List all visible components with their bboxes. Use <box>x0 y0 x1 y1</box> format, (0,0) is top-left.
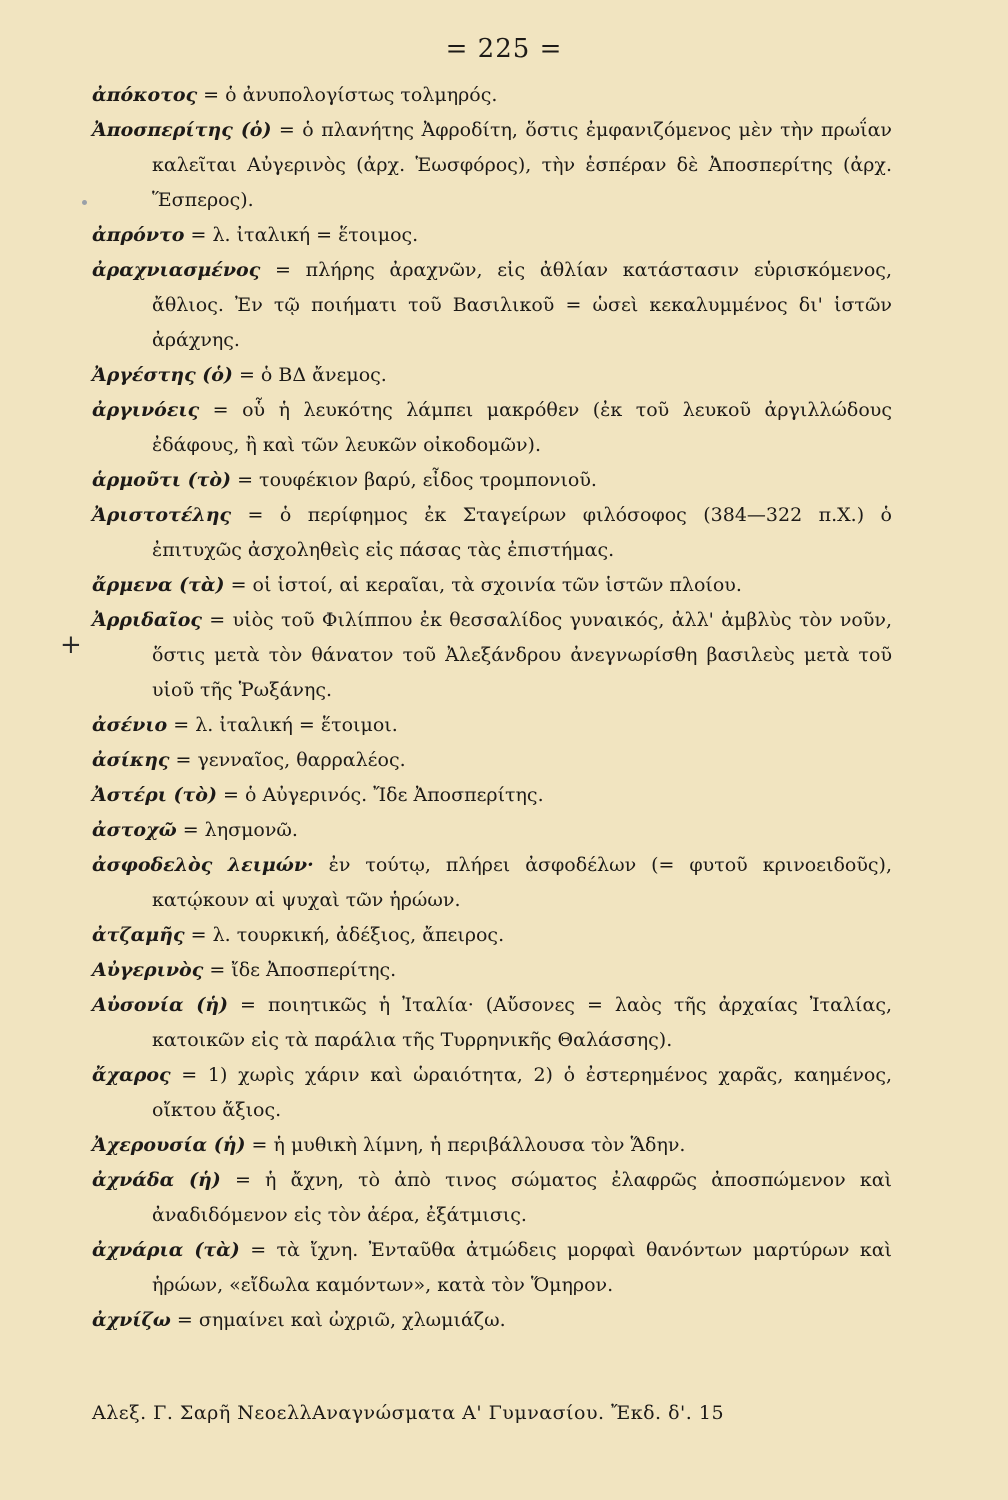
entry-definition: = οἱ ἱστοί, αἱ κεραῖαι, τὰ σχοινία τῶν ἱστῶν πλοίου. <box>224 574 742 596</box>
entry-headword: Αὐσονία (ἡ) <box>92 994 229 1016</box>
entry-headword: ἀχνάρια (τὰ) <box>92 1239 240 1261</box>
entry-headword: ἄρμενα (τὰ) <box>92 574 225 596</box>
entry-definition: = οὗ ἡ λευκότης λάμπει μακρόθεν (ἐκ τοῦ λευκοῦ ἀργιλλώδους ἐδάφους, ἢ καὶ τῶν λευκῶν οἰκοδομῶν). <box>152 399 892 456</box>
entry-headword: Ἀποσπερίτης (ὁ) <box>92 119 272 141</box>
entry-headword: Αὐγερινὸς <box>92 959 204 981</box>
entry-headword: ἀχνάδα (ἡ) <box>92 1169 221 1191</box>
entry-definition: = ἡ ἄχνη, τὸ ἀπὸ τινος σώματος ἐλαφρῶς ἀποσπώμενον καὶ ἀναδιδόμενον εἰς τὸν ἀέρα, ἐξάτμισις. <box>152 1169 892 1226</box>
entry-headword: ἀσίκης <box>92 749 170 771</box>
glossary-entry <box>92 1303 892 1338</box>
glossary-entry <box>92 848 892 918</box>
entry-definition: = λησμονῶ. <box>176 819 298 841</box>
glossary-entry <box>92 1163 892 1233</box>
entry-definition: = τουφέκιον βαρύ, εἶδος τρομπονιοῦ. <box>231 469 597 491</box>
glossary-entry <box>92 988 892 1058</box>
entry-definition: ἐν τούτῳ, πλήρει ἀσφοδέλων (= φυτοῦ κρινοειδοῦς), κατῴκουν αἱ ψυχαὶ τῶν ἡρώων. <box>152 854 892 911</box>
entry-definition: = υἱὸς τοῦ Φιλίππου ἐκ θεσσαλίδος γυναικός, ἀλλ' ἀμβλὺς τὸν νοῦν, ὅστις μετὰ τὸν θάνατον τοῦ Ἀλεξάνδρου ἀνεγνωρίσθη βασιλεὺς μετὰ τοῦ υἱοῦ τῆς Ῥωξάνης. <box>152 609 892 701</box>
entry-definition: = ὁ πλανήτης Ἀφροδίτη, ὅστις ἐμφανιζόμενος μὲν τὴν πρωΐαν καλεῖται Αὐγερινὸς (ἀρχ. Ἑωσφόρος), τὴν ἑσπέραν δὲ Ἀποσπερίτης (ἀρχ. Ἕσπερος). <box>152 119 892 211</box>
glossary-entry <box>92 358 892 393</box>
glossary-entry <box>92 813 892 848</box>
entry-headword: ἁρμοῦτι (τὸ) <box>92 469 232 491</box>
page-number: = 225 = <box>445 34 563 64</box>
entry-headword: ἀχνίζω <box>92 1309 171 1331</box>
glossary-entry <box>92 918 892 953</box>
entry-definition: = 1) χωρὶς χάριν καὶ ὡραιότητα, 2) ὁ ἐστερημένος χαρᾶς, καημένος, οἴκτου ἄξιος. <box>152 1064 892 1121</box>
entry-headword: ἀσένιο <box>92 714 168 736</box>
entry-definition: = ὁ ΒΔ ἄνεμος. <box>232 364 387 386</box>
entry-headword: Ἀρριδαῖος <box>92 609 202 631</box>
entry-definition: = λ. ἰταλική = ἕτοιμος. <box>184 224 419 246</box>
glossary-entry <box>92 603 892 708</box>
entry-headword: ἀπρόντο <box>92 224 185 246</box>
margin-dot <box>82 200 87 205</box>
entry-headword: ἀργινόεις <box>92 399 200 421</box>
glossary-entry <box>92 463 892 498</box>
glossary-entry <box>92 743 892 778</box>
entry-headword: ἀπόκοτος <box>92 84 198 106</box>
entry-definition: = ἴδε Ἀποσπερίτης. <box>203 959 397 981</box>
page-footer: Αλεξ. Γ. Σαρῆ ΝεοελλΑναγνώσματα Α' Γυμνασίου. Ἔκδ. δ'. 15 <box>92 1402 725 1424</box>
glossary-entry <box>92 113 892 218</box>
entry-definition: = πλήρης ἀραχνῶν, εἰς ἀθλίαν κατάστασιν εὑρισκόμενος, ἄθλιος. Ἐν τῷ ποιήματι τοῦ Βασιλικοῦ = ὡσεὶ κεκαλυμμένος δι' ἱστῶν ἀράχνης. <box>152 259 892 351</box>
entry-headword: ἀτζαμῆς <box>92 924 185 946</box>
entry-definition: = ἡ μυθικὴ λίμνη, ἡ περιβάλλουσα τὸν Ἅδην. <box>245 1134 686 1156</box>
entry-definition: = σημαίνει καὶ ὠχριῶ, χλωμιάζω. <box>170 1309 506 1331</box>
glossary-entry <box>92 78 892 113</box>
entry-definition: = λ. ἰταλική = ἕτοιμοι. <box>167 714 398 736</box>
glossary-entry <box>92 1233 892 1303</box>
entry-definition: = ὁ ἀνυπολογίστως τολμηρός. <box>197 84 498 106</box>
glossary-entry <box>92 253 892 358</box>
glossary-entry <box>92 218 892 253</box>
glossary-entry <box>92 568 892 603</box>
entry-headword: Ἀχερουσία (ἡ) <box>92 1134 246 1156</box>
glossary-entry <box>92 1058 892 1128</box>
entry-definition: = ὁ Αὐγερινός. Ἴδε Ἀποσπερίτης. <box>216 784 544 806</box>
glossary-entry <box>92 498 892 568</box>
entry-headword: Ἀργέστης (ὁ) <box>92 364 233 386</box>
entry-definition: = γενναῖος, θαρραλέος. <box>169 749 406 771</box>
entry-headword: ἄχαρος <box>92 1064 171 1086</box>
glossary-entry <box>92 708 892 743</box>
glossary-entry <box>92 953 892 988</box>
entry-definition: = ὁ περίφημος ἐκ Σταγείρων φιλόσοφος (384—322 π.Χ.) ὁ ἐπιτυχῶς ἀσχοληθεὶς εἰς πάσας τὰς ἐπιστήμας. <box>152 504 892 561</box>
entry-definition: = ποιητικῶς ἡ Ἰταλία· (Αὔσονες = λαὸς τῆς ἀρχαίας Ἰταλίας, κατοικῶν εἰς τὰ παράλια τῆς Τυρρηνικῆς Θαλάσσης). <box>152 994 893 1051</box>
entry-headword: ἀστοχῶ <box>92 819 177 841</box>
margin-mark: + <box>60 630 82 660</box>
entry-definition: = λ. τουρκική, ἀδέξιος, ἄπειρος. <box>184 924 505 946</box>
glossary-entries <box>92 78 892 1338</box>
entry-definition: = τὰ ἴχνη. Ἐνταῦθα ἀτμώδεις μορφαὶ θανόντων μαρτύρων καὶ ἡρώων, «εἴδωλα καμόντων», κατὰ τὸν Ὅμηρον. <box>152 1239 892 1296</box>
entry-headword: Ἀριστοτέλης <box>92 504 232 526</box>
entry-headword: ἀσφοδελὸς λειμών· <box>92 854 314 876</box>
glossary-entry <box>92 778 892 813</box>
glossary-entry <box>92 1128 892 1163</box>
entry-headword: ἀραχνιασμένος <box>92 259 261 281</box>
glossary-entry <box>92 393 892 463</box>
entry-headword: Ἀστέρι (τὸ) <box>92 784 217 806</box>
